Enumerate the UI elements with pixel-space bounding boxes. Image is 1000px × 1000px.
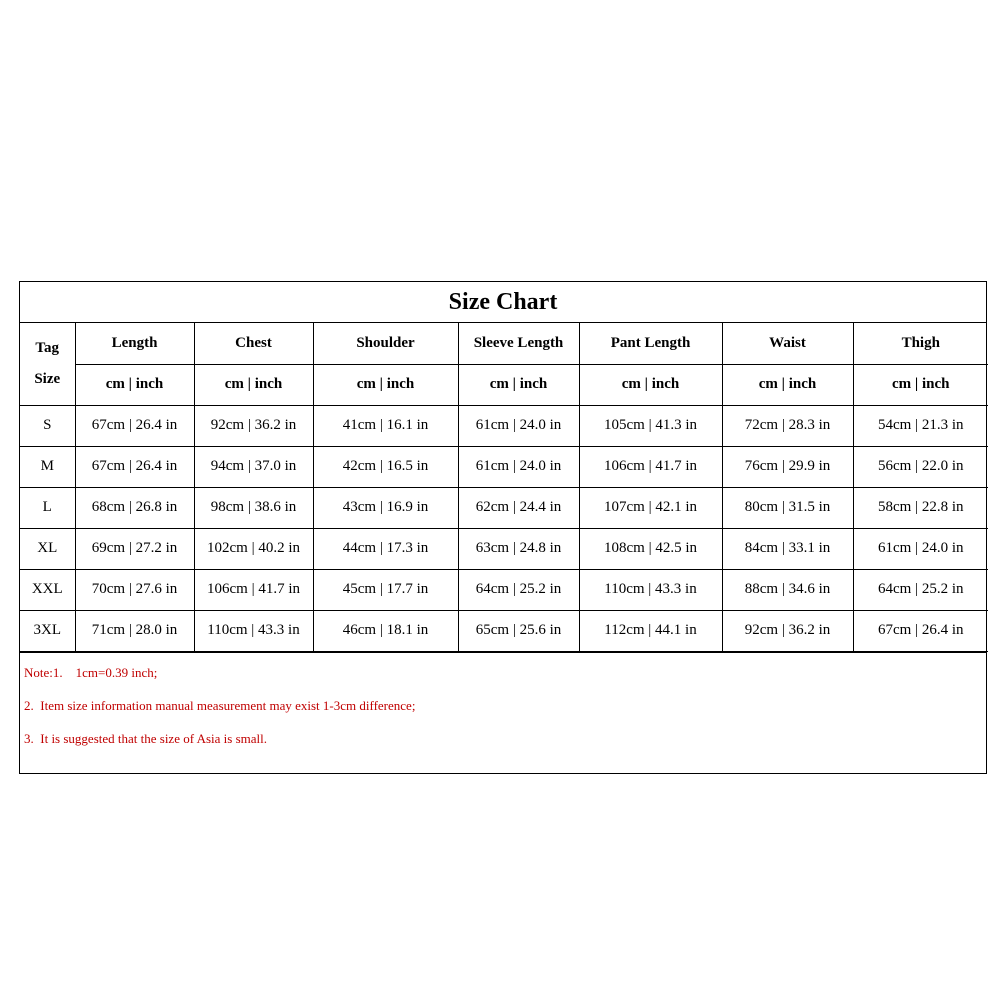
measurement-cell: 46cm | 18.1 in	[313, 610, 458, 651]
table-row	[20, 610, 988, 651]
column-header-shoulder: Shoulder	[313, 323, 458, 364]
unit-label: cm | inch	[194, 364, 313, 405]
measurement-cell: 65cm | 25.6 in	[458, 610, 579, 651]
measurement-cell: 98cm | 38.6 in	[194, 487, 313, 528]
size-cell: XXL	[20, 569, 75, 610]
measurement-cell: 44cm | 17.3 in	[313, 528, 458, 569]
table-row	[20, 487, 988, 528]
measurement-cell: 106cm | 41.7 in	[194, 569, 313, 610]
size-chart	[19, 281, 987, 774]
measurement-cell: 106cm | 41.7 in	[579, 446, 722, 487]
measurement-cell: 58cm | 22.8 in	[853, 487, 988, 528]
measurement-cell: 45cm | 17.7 in	[313, 569, 458, 610]
measurement-cell: 67cm | 26.4 in	[75, 405, 194, 446]
measurement-cell: 61cm | 24.0 in	[458, 405, 579, 446]
measurement-cell: 76cm | 29.9 in	[722, 446, 853, 487]
measurement-cell: 64cm | 25.2 in	[458, 569, 579, 610]
measurement-cell: 68cm | 26.8 in	[75, 487, 194, 528]
table-row	[20, 569, 988, 610]
column-header-sleeve-length: Sleeve Length	[458, 323, 579, 364]
measurement-cell: 88cm | 34.6 in	[722, 569, 853, 610]
size-cell: L	[20, 487, 75, 528]
measurement-cell: 64cm | 25.2 in	[853, 569, 988, 610]
unit-label: cm | inch	[313, 364, 458, 405]
measurement-cell: 67cm | 26.4 in	[853, 610, 988, 651]
measurement-cell: 61cm | 24.0 in	[458, 446, 579, 487]
note-line: 3. It is suggested that the size of Asia is small.	[24, 730, 267, 746]
column-header-waist: Waist	[722, 323, 853, 364]
measurement-cell: 92cm | 36.2 in	[194, 405, 313, 446]
table-row	[20, 528, 988, 569]
unit-label: cm | inch	[853, 364, 988, 405]
chart-title: Size Chart	[20, 282, 986, 323]
measurement-cell: 94cm | 37.0 in	[194, 446, 313, 487]
measurement-cell: 43cm | 16.9 in	[313, 487, 458, 528]
measurement-cell: 108cm | 42.5 in	[579, 528, 722, 569]
measurement-cell: 69cm | 27.2 in	[75, 528, 194, 569]
tag-label: Tag	[35, 339, 60, 356]
measurement-cell: 112cm | 44.1 in	[579, 610, 722, 651]
size-table	[20, 323, 988, 652]
measurement-cell: 63cm | 24.8 in	[458, 528, 579, 569]
measurement-cell: 107cm | 42.1 in	[579, 487, 722, 528]
unit-label: cm | inch	[458, 364, 579, 405]
unit-label: cm | inch	[75, 364, 194, 405]
measurement-cell: 110cm | 43.3 in	[194, 610, 313, 651]
measurement-cell: 42cm | 16.5 in	[313, 446, 458, 487]
unit-row	[20, 364, 988, 405]
header-row	[20, 323, 988, 364]
measurement-cell: 54cm | 21.3 in	[853, 405, 988, 446]
note-line: Note:1. 1cm=0.39 inch;	[24, 664, 158, 680]
column-header-thigh: Thigh	[853, 323, 988, 364]
notes-section	[20, 652, 986, 764]
size-cell: 3XL	[20, 610, 75, 651]
unit-label: cm | inch	[579, 364, 722, 405]
tag-size-header	[20, 323, 75, 405]
measurement-cell: 67cm | 26.4 in	[75, 446, 194, 487]
measurement-cell: 92cm | 36.2 in	[722, 610, 853, 651]
column-header-chest: Chest	[194, 323, 313, 364]
measurement-cell: 72cm | 28.3 in	[722, 405, 853, 446]
size-cell: XL	[20, 528, 75, 569]
measurement-cell: 70cm | 27.6 in	[75, 569, 194, 610]
table-row	[20, 446, 988, 487]
measurement-cell: 110cm | 43.3 in	[579, 569, 722, 610]
measurement-cell: 62cm | 24.4 in	[458, 487, 579, 528]
measurement-cell: 56cm | 22.0 in	[853, 446, 988, 487]
column-header-pant-length: Pant Length	[579, 323, 722, 364]
unit-label: cm | inch	[722, 364, 853, 405]
measurement-cell: 102cm | 40.2 in	[194, 528, 313, 569]
column-header-length: Length	[75, 323, 194, 364]
measurement-cell: 84cm | 33.1 in	[722, 528, 853, 569]
note-line: 2. Item size information manual measurement may exist 1-3cm difference;	[24, 697, 416, 713]
size-cell: M	[20, 446, 75, 487]
measurement-cell: 71cm | 28.0 in	[75, 610, 194, 651]
size-cell: S	[20, 405, 75, 446]
table-row	[20, 405, 988, 446]
measurement-cell: 61cm | 24.0 in	[853, 528, 988, 569]
size-label: Size	[34, 370, 61, 387]
measurement-cell: 80cm | 31.5 in	[722, 487, 853, 528]
measurement-cell: 41cm | 16.1 in	[313, 405, 458, 446]
measurement-cell: 105cm | 41.3 in	[579, 405, 722, 446]
